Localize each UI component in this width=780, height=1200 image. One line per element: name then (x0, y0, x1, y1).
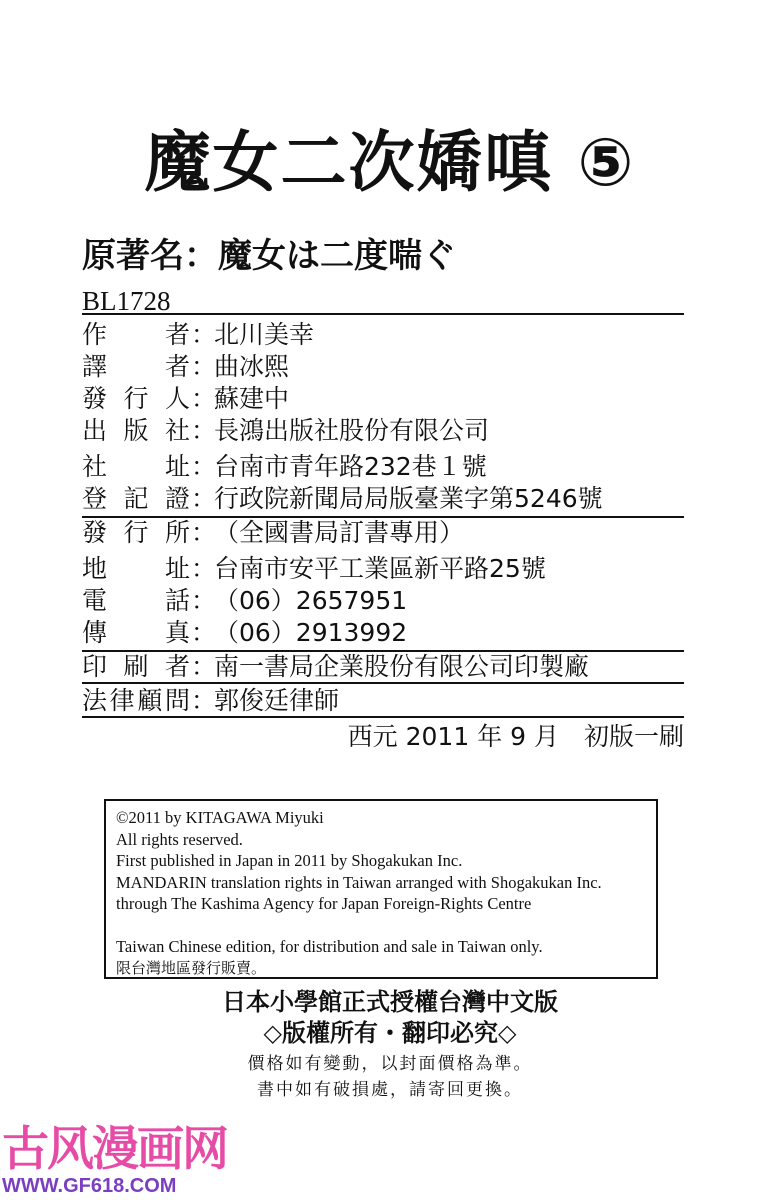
credit-value: 台南市青年路232巷１號 (214, 452, 487, 481)
taiwan-only-line: 限台灣地區發行販賣。 (116, 958, 267, 977)
rights-reserved-line: All rights reserved. (116, 829, 243, 849)
credit-row (82, 318, 692, 352)
credit-value: 台南市安平工業區新平路25號 (214, 554, 546, 583)
catalog-code: BL1728 (82, 286, 171, 316)
defect-note: 書中如有破損處，請寄回更換。 (257, 1080, 523, 1100)
credit-row (82, 382, 692, 416)
credit-value: 南一書局企業股份有限公司印製廠 (214, 652, 590, 681)
credit-colon: ： (191, 416, 217, 445)
credit-label: 發 行 人 (82, 384, 190, 413)
credit-row (82, 350, 692, 384)
credit-row (82, 552, 692, 586)
credit-colon: ： (191, 384, 217, 413)
credit-row (82, 684, 692, 718)
box-spacer (116, 915, 646, 937)
original-title: 原著名：魔女は二度喘ぐ (82, 236, 456, 276)
credit-row (82, 650, 692, 684)
first-published-line: First published in Japan in 2011 by Shogakukan Inc. (116, 851, 463, 870)
price-note: 價格如有變動，以封面價格為準。 (247, 1054, 533, 1074)
credit-colon: ： (191, 652, 217, 681)
credit-value: 蘇建中 (214, 384, 290, 413)
credit-colon: ： (191, 320, 217, 349)
credit-value: 行政院新聞局局版臺業字第5246號 (214, 484, 603, 513)
credit-label: 發 行 所 (82, 518, 190, 547)
credit-row (82, 516, 692, 550)
credit-label: 作 者 (82, 320, 190, 349)
authorization-line: 日本小學館正式授權台灣中文版 (222, 988, 558, 1016)
credit-value: 北川美幸 (214, 320, 315, 349)
credit-value: （全國書局訂書專用） (214, 518, 465, 547)
credit-colon: ： (191, 518, 217, 547)
book-title: 魔女二次嬌嗔 ⑤ (144, 124, 636, 201)
watermark-url: WWW.GF618.COM (2, 1175, 177, 1197)
edition-line: 西元 2011 年 9 月 初版一刷 (347, 722, 684, 751)
credit-colon: ： (191, 618, 217, 647)
credit-row (82, 584, 692, 618)
watermark-logo: 古风漫画网 (2, 1122, 227, 1177)
credit-label: 印 刷 者 (82, 652, 190, 681)
credit-value: 曲冰熙 (214, 352, 290, 381)
credit-row (82, 482, 692, 516)
credit-label: 傳 真 (82, 618, 190, 647)
credit-colon: ： (191, 586, 217, 615)
credit-label: 譯 者 (82, 352, 190, 381)
copyright-line: ©2011 by KITAGAWA Miyuki (116, 808, 324, 827)
credit-colon: ： (191, 352, 217, 381)
rights-notice: ◇版權所有・翻印必究◇ (263, 1019, 517, 1047)
credit-label: 法 律 顧 問 (82, 686, 190, 715)
credit-colon: ： (191, 484, 217, 513)
credit-label: 登 記 證 (82, 484, 190, 513)
credit-colon: ： (191, 686, 217, 715)
divider-top (82, 313, 684, 315)
credit-label: 出 版 社 (82, 416, 190, 445)
credit-value: （06）2913992 (214, 618, 408, 647)
credit-label: 電 話 (82, 586, 190, 615)
distribution-line: Taiwan Chinese edition, for distribution and sale in Taiwan only. (116, 937, 543, 956)
credit-row (82, 414, 692, 448)
credit-value: （06）2657951 (214, 586, 408, 615)
agency-line: through The Kashima Agency for Japan Foreign-Rights Centre (116, 894, 532, 913)
credit-label: 社 址 (82, 452, 190, 481)
credit-row (82, 450, 692, 484)
credit-row (82, 616, 692, 650)
copyright-box (104, 799, 658, 979)
credit-colon: ： (191, 554, 217, 583)
credit-value: 郭俊廷律師 (214, 686, 340, 715)
credit-label: 地 址 (82, 554, 190, 583)
credit-value: 長鴻出版社股份有限公司 (214, 416, 490, 445)
credit-colon: ： (191, 452, 217, 481)
translation-rights-line: MANDARIN translation rights in Taiwan arranged with Shogakukan Inc. (116, 872, 602, 892)
